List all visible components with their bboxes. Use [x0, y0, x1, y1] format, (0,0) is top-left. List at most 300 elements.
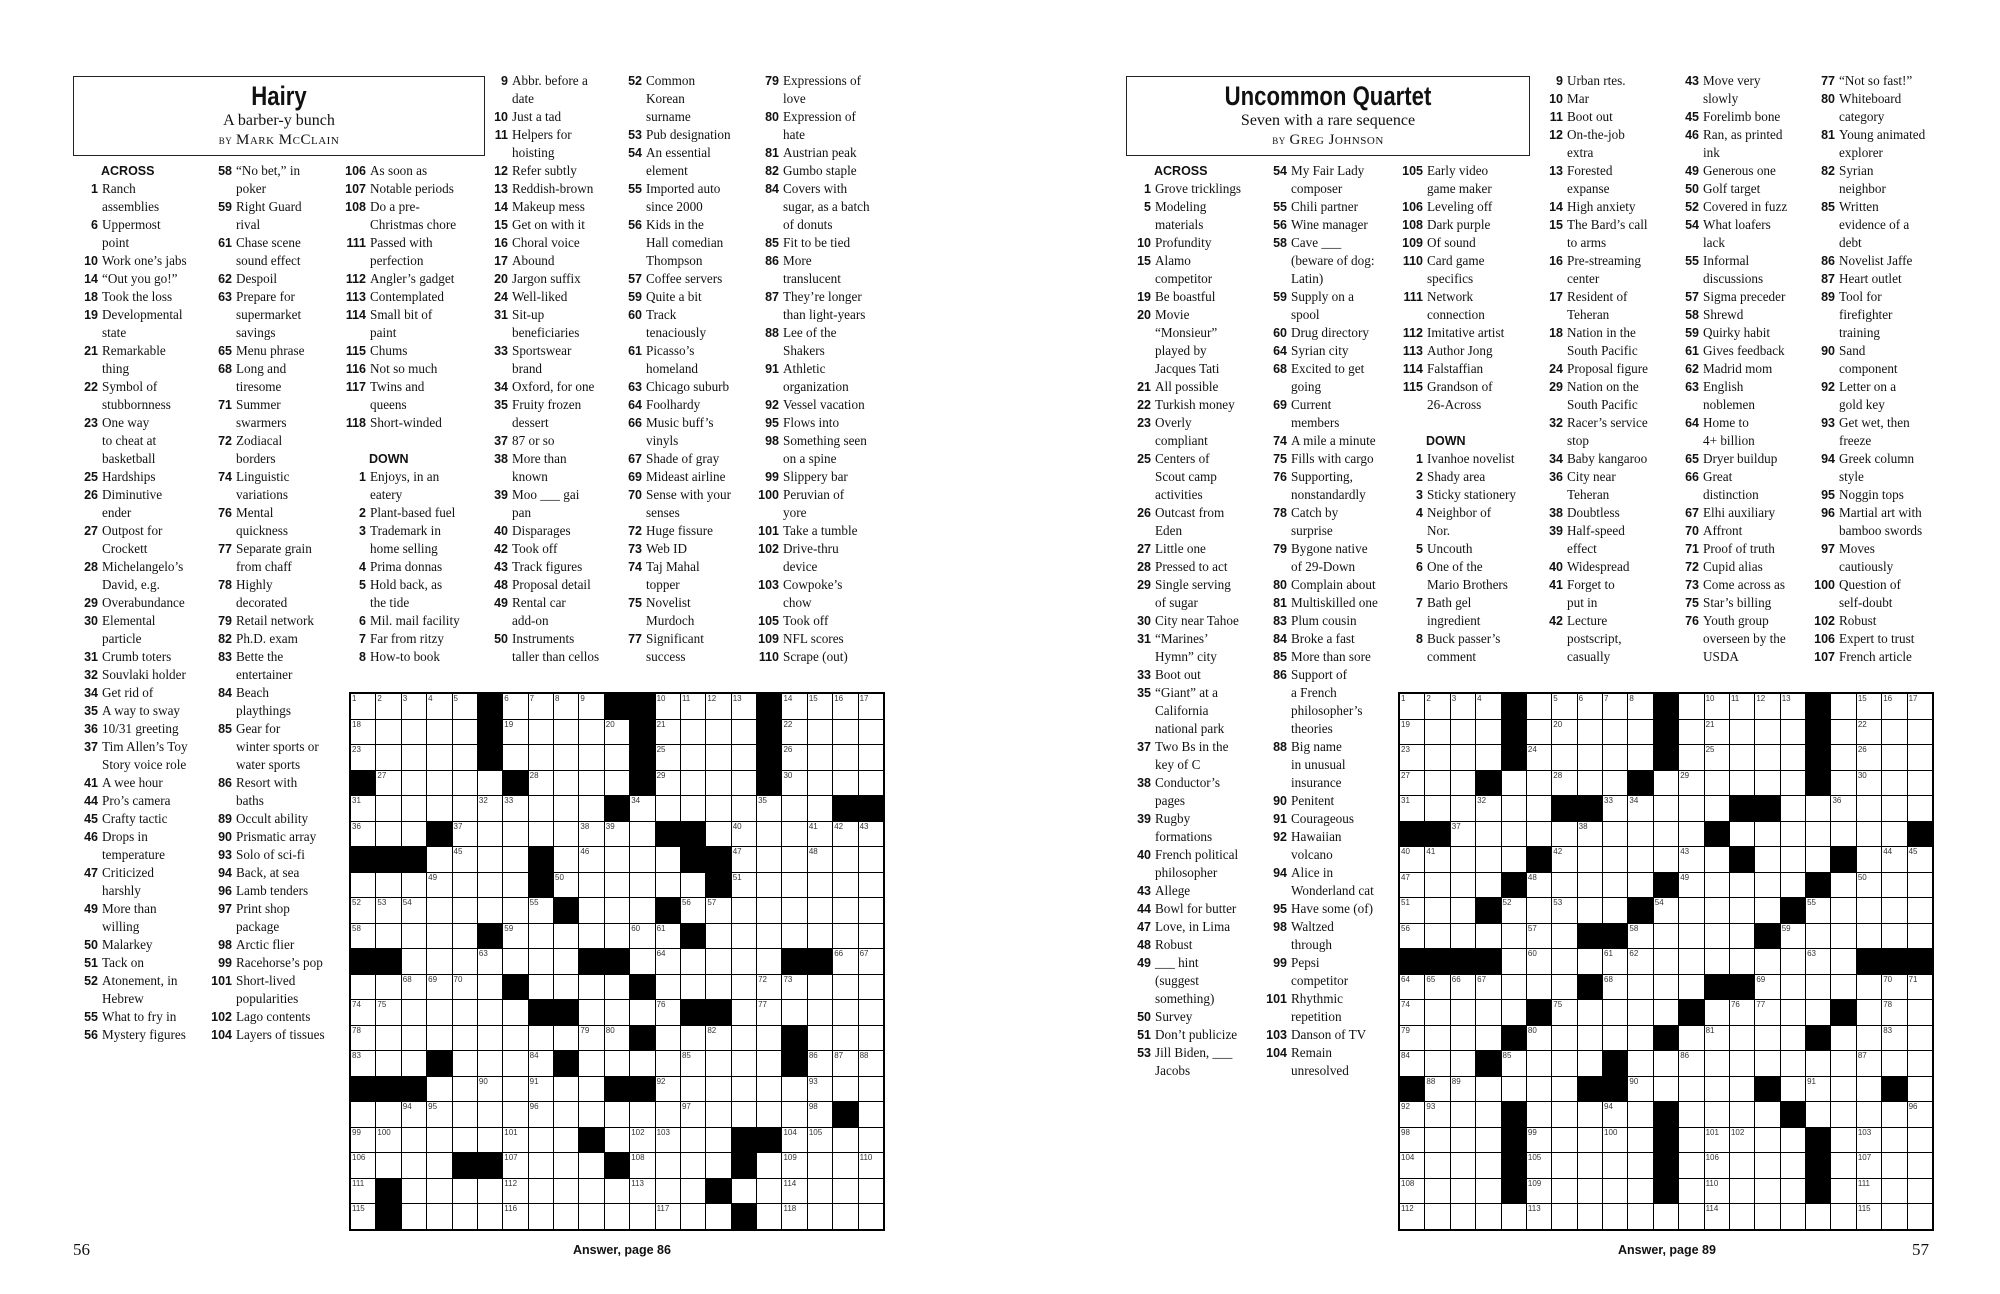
grid-square[interactable] [1781, 1153, 1805, 1178]
grid-square[interactable] [859, 1179, 883, 1204]
grid-square[interactable] [554, 745, 578, 770]
grid-square[interactable] [1908, 975, 1932, 1000]
grid-square[interactable] [859, 949, 883, 974]
grid-square[interactable] [1679, 745, 1703, 770]
grid-square[interactable] [681, 1128, 705, 1153]
grid-square[interactable] [579, 822, 603, 847]
grid-square[interactable] [529, 924, 553, 949]
grid-square[interactable] [1400, 1204, 1424, 1229]
grid-square[interactable] [1806, 1051, 1830, 1076]
grid-square[interactable] [1527, 745, 1551, 770]
grid-square[interactable] [1552, 1102, 1576, 1127]
grid-square[interactable] [1781, 771, 1805, 796]
grid-square[interactable] [1806, 898, 1830, 923]
grid-square[interactable] [1781, 822, 1805, 847]
grid-square[interactable] [706, 1077, 730, 1102]
grid-square[interactable] [732, 949, 756, 974]
grid-square[interactable] [1451, 822, 1475, 847]
grid-square[interactable] [579, 1179, 603, 1204]
grid-square[interactable] [1552, 847, 1576, 872]
grid-square[interactable] [529, 1179, 553, 1204]
grid-square[interactable] [1781, 1026, 1805, 1051]
grid-square[interactable] [1628, 720, 1652, 745]
grid-square[interactable] [554, 771, 578, 796]
grid-square[interactable] [1425, 1153, 1449, 1178]
grid-square[interactable] [503, 924, 527, 949]
grid-square[interactable] [1857, 745, 1881, 770]
grid-square[interactable] [859, 771, 883, 796]
grid-square[interactable] [1527, 1102, 1551, 1127]
grid-square[interactable] [782, 1204, 806, 1229]
grid-square[interactable] [478, 1102, 502, 1127]
grid-square[interactable] [1654, 771, 1678, 796]
grid-square[interactable] [1806, 924, 1830, 949]
grid-square[interactable] [1451, 796, 1475, 821]
grid-square[interactable] [1781, 796, 1805, 821]
grid-square[interactable] [1831, 873, 1855, 898]
grid-square[interactable] [1628, 873, 1652, 898]
grid-square[interactable] [1679, 822, 1703, 847]
grid-square[interactable] [453, 949, 477, 974]
grid-square[interactable] [351, 1204, 375, 1229]
grid-square[interactable] [706, 898, 730, 923]
grid-square[interactable] [630, 1000, 654, 1025]
grid-square[interactable] [376, 898, 400, 923]
grid-square[interactable] [579, 1026, 603, 1051]
grid-square[interactable] [1451, 873, 1475, 898]
grid-square[interactable] [757, 1051, 781, 1076]
grid-square[interactable] [681, 1153, 705, 1178]
grid-square[interactable] [1628, 1153, 1652, 1178]
grid-square[interactable] [1578, 1179, 1602, 1204]
grid-square[interactable] [1603, 1102, 1627, 1127]
grid-square[interactable] [1451, 1000, 1475, 1025]
grid-square[interactable] [1603, 745, 1627, 770]
grid-square[interactable] [1781, 1204, 1805, 1229]
grid-square[interactable] [732, 771, 756, 796]
grid-square[interactable] [579, 975, 603, 1000]
grid-square[interactable] [782, 847, 806, 872]
grid-square[interactable] [1705, 1128, 1729, 1153]
grid-square[interactable] [1857, 1102, 1881, 1127]
grid-square[interactable] [1831, 694, 1855, 719]
grid-square[interactable] [1908, 796, 1932, 821]
grid-square[interactable] [833, 822, 857, 847]
grid-square[interactable] [1882, 822, 1906, 847]
grid-square[interactable] [529, 1102, 553, 1127]
grid-square[interactable] [402, 898, 426, 923]
grid-square[interactable] [681, 720, 705, 745]
grid-square[interactable] [478, 847, 502, 872]
grid-square[interactable] [554, 1102, 578, 1127]
grid-square[interactable] [630, 1102, 654, 1127]
grid-square[interactable] [1552, 1179, 1576, 1204]
grid-square[interactable] [453, 694, 477, 719]
grid-square[interactable] [732, 796, 756, 821]
grid-square[interactable] [1502, 771, 1526, 796]
grid-square[interactable] [833, 1128, 857, 1153]
grid-square[interactable] [1451, 924, 1475, 949]
grid-square[interactable] [1654, 975, 1678, 1000]
grid-square[interactable] [706, 1153, 730, 1178]
grid-square[interactable] [529, 1051, 553, 1076]
grid-square[interactable] [1908, 720, 1932, 745]
grid-square[interactable] [859, 1077, 883, 1102]
grid-square[interactable] [782, 1000, 806, 1025]
grid-square[interactable] [427, 924, 451, 949]
grid-square[interactable] [554, 924, 578, 949]
grid-square[interactable] [808, 796, 832, 821]
grid-square[interactable] [1908, 1102, 1932, 1127]
grid-square[interactable] [529, 1077, 553, 1102]
grid-square[interactable] [402, 1204, 426, 1229]
grid-square[interactable] [833, 694, 857, 719]
grid-square[interactable] [732, 1026, 756, 1051]
grid-square[interactable] [757, 847, 781, 872]
grid-square[interactable] [1679, 1128, 1703, 1153]
grid-square[interactable] [427, 1102, 451, 1127]
grid-square[interactable] [605, 975, 629, 1000]
grid-square[interactable] [1755, 898, 1779, 923]
grid-square[interactable] [757, 1179, 781, 1204]
grid-square[interactable] [732, 873, 756, 898]
grid-square[interactable] [1476, 873, 1500, 898]
grid-square[interactable] [351, 745, 375, 770]
grid-square[interactable] [808, 745, 832, 770]
grid-square[interactable] [1679, 796, 1703, 821]
grid-square[interactable] [1831, 822, 1855, 847]
grid-square[interactable] [1451, 1179, 1475, 1204]
grid-square[interactable] [1831, 1051, 1855, 1076]
grid-square[interactable] [630, 1128, 654, 1153]
grid-square[interactable] [1908, 924, 1932, 949]
grid-square[interactable] [351, 1102, 375, 1127]
grid-square[interactable] [859, 745, 883, 770]
grid-square[interactable] [503, 822, 527, 847]
grid-square[interactable] [1705, 847, 1729, 872]
grid-square[interactable] [1425, 1026, 1449, 1051]
grid-square[interactable] [1425, 771, 1449, 796]
grid-square[interactable] [681, 949, 705, 974]
grid-square[interactable] [1730, 1000, 1754, 1025]
grid-square[interactable] [529, 720, 553, 745]
grid-square[interactable] [1527, 720, 1551, 745]
grid-square[interactable] [1476, 694, 1500, 719]
grid-square[interactable] [782, 924, 806, 949]
grid-square[interactable] [554, 694, 578, 719]
grid-square[interactable] [833, 924, 857, 949]
grid-square[interactable] [554, 1077, 578, 1102]
grid-square[interactable] [453, 1102, 477, 1127]
grid-square[interactable] [376, 822, 400, 847]
grid-square[interactable] [757, 796, 781, 821]
grid-square[interactable] [859, 1204, 883, 1229]
grid-square[interactable] [656, 924, 680, 949]
grid-square[interactable] [1730, 745, 1754, 770]
grid-square[interactable] [503, 745, 527, 770]
grid-square[interactable] [402, 1179, 426, 1204]
grid-square[interactable] [859, 822, 883, 847]
grid-square[interactable] [427, 1179, 451, 1204]
grid-square[interactable] [1578, 745, 1602, 770]
grid-square[interactable] [1578, 720, 1602, 745]
grid-square[interactable] [1882, 873, 1906, 898]
grid-square[interactable] [808, 1204, 832, 1229]
grid-square[interactable] [1755, 1051, 1779, 1076]
grid-square[interactable] [1451, 1128, 1475, 1153]
grid-square[interactable] [1908, 1153, 1932, 1178]
grid-square[interactable] [1603, 1204, 1627, 1229]
grid-square[interactable] [1451, 771, 1475, 796]
grid-square[interactable] [1831, 924, 1855, 949]
grid-square[interactable] [1755, 1102, 1779, 1127]
grid-square[interactable] [1831, 975, 1855, 1000]
grid-square[interactable] [1755, 1179, 1779, 1204]
grid-square[interactable] [1476, 1204, 1500, 1229]
grid-square[interactable] [554, 1204, 578, 1229]
grid-square[interactable] [478, 771, 502, 796]
grid-square[interactable] [1679, 949, 1703, 974]
grid-square[interactable] [503, 694, 527, 719]
grid-square[interactable] [1451, 898, 1475, 923]
grid-square[interactable] [579, 847, 603, 872]
grid-square[interactable] [1476, 1026, 1500, 1051]
grid-square[interactable] [1781, 1179, 1805, 1204]
grid-square[interactable] [351, 898, 375, 923]
grid-square[interactable] [833, 873, 857, 898]
grid-square[interactable] [732, 822, 756, 847]
grid-square[interactable] [706, 949, 730, 974]
grid-square[interactable] [1882, 694, 1906, 719]
grid-square[interactable] [453, 1179, 477, 1204]
grid-square[interactable] [1831, 1102, 1855, 1127]
grid-square[interactable] [1705, 924, 1729, 949]
grid-square[interactable] [1857, 1051, 1881, 1076]
grid-square[interactable] [757, 1077, 781, 1102]
grid-square[interactable] [1552, 694, 1576, 719]
grid-square[interactable] [656, 847, 680, 872]
grid-square[interactable] [1882, 898, 1906, 923]
grid-square[interactable] [681, 745, 705, 770]
grid-square[interactable] [351, 1179, 375, 1204]
grid-square[interactable] [1755, 949, 1779, 974]
grid-square[interactable] [1628, 1077, 1652, 1102]
grid-square[interactable] [808, 1153, 832, 1178]
grid-square[interactable] [808, 1179, 832, 1204]
grid-square[interactable] [1603, 822, 1627, 847]
grid-square[interactable] [351, 1051, 375, 1076]
grid-square[interactable] [1755, 1000, 1779, 1025]
grid-square[interactable] [1755, 822, 1779, 847]
grid-square[interactable] [1781, 873, 1805, 898]
grid-square[interactable] [1451, 1026, 1475, 1051]
grid-square[interactable] [579, 1102, 603, 1127]
grid-square[interactable] [605, 720, 629, 745]
grid-square[interactable] [427, 975, 451, 1000]
grid-square[interactable] [1705, 873, 1729, 898]
grid-square[interactable] [427, 847, 451, 872]
grid-square[interactable] [1654, 924, 1678, 949]
grid-square[interactable] [732, 720, 756, 745]
grid-square[interactable] [402, 720, 426, 745]
grid-square[interactable] [1527, 949, 1551, 974]
grid-square[interactable] [554, 847, 578, 872]
grid-square[interactable] [656, 1204, 680, 1229]
grid-square[interactable] [757, 924, 781, 949]
grid-square[interactable] [1781, 745, 1805, 770]
grid-square[interactable] [1755, 745, 1779, 770]
grid-square[interactable] [732, 975, 756, 1000]
grid-square[interactable] [1705, 745, 1729, 770]
grid-square[interactable] [1628, 1128, 1652, 1153]
grid-square[interactable] [453, 720, 477, 745]
grid-square[interactable] [503, 1077, 527, 1102]
grid-square[interactable] [1755, 873, 1779, 898]
grid-square[interactable] [1628, 745, 1652, 770]
grid-square[interactable] [732, 1102, 756, 1127]
grid-square[interactable] [1425, 720, 1449, 745]
grid-square[interactable] [579, 720, 603, 745]
grid-square[interactable] [1831, 796, 1855, 821]
grid-square[interactable] [1705, 1026, 1729, 1051]
grid-square[interactable] [1857, 1026, 1881, 1051]
grid-square[interactable] [1451, 1077, 1475, 1102]
grid-square[interactable] [1476, 1179, 1500, 1204]
grid-square[interactable] [529, 1204, 553, 1229]
grid-square[interactable] [376, 694, 400, 719]
grid-square[interactable] [1527, 1077, 1551, 1102]
grid-square[interactable] [1502, 898, 1526, 923]
grid-square[interactable] [554, 975, 578, 1000]
grid-square[interactable] [706, 924, 730, 949]
grid-square[interactable] [579, 924, 603, 949]
grid-square[interactable] [656, 720, 680, 745]
grid-square[interactable] [1730, 1051, 1754, 1076]
grid-square[interactable] [782, 1077, 806, 1102]
grid-square[interactable] [478, 1000, 502, 1025]
grid-square[interactable] [681, 1051, 705, 1076]
grid-square[interactable] [605, 1102, 629, 1127]
grid-square[interactable] [1679, 847, 1703, 872]
grid-square[interactable] [630, 924, 654, 949]
grid-square[interactable] [1654, 898, 1678, 923]
grid-square[interactable] [453, 771, 477, 796]
grid-square[interactable] [1628, 1102, 1652, 1127]
grid-square[interactable] [1755, 847, 1779, 872]
grid-square[interactable] [706, 694, 730, 719]
grid-square[interactable] [478, 1204, 502, 1229]
grid-square[interactable] [1781, 949, 1805, 974]
grid-square[interactable] [1679, 1026, 1703, 1051]
grid-square[interactable] [681, 1026, 705, 1051]
grid-square[interactable] [1730, 1153, 1754, 1178]
grid-square[interactable] [453, 1077, 477, 1102]
grid-square[interactable] [1476, 975, 1500, 1000]
grid-square[interactable] [1654, 796, 1678, 821]
grid-square[interactable] [503, 1204, 527, 1229]
grid-square[interactable] [1781, 1077, 1805, 1102]
grid-square[interactable] [605, 822, 629, 847]
grid-square[interactable] [1476, 1102, 1500, 1127]
grid-square[interactable] [1908, 1128, 1932, 1153]
grid-square[interactable] [656, 1128, 680, 1153]
grid-square[interactable] [554, 822, 578, 847]
grid-square[interactable] [1857, 847, 1881, 872]
grid-square[interactable] [782, 1128, 806, 1153]
grid-square[interactable] [1654, 822, 1678, 847]
grid-square[interactable] [706, 720, 730, 745]
grid-square[interactable] [706, 796, 730, 821]
grid-square[interactable] [656, 694, 680, 719]
grid-square[interactable] [376, 1000, 400, 1025]
grid-square[interactable] [656, 873, 680, 898]
grid-square[interactable] [453, 1128, 477, 1153]
grid-square[interactable] [529, 898, 553, 923]
grid-square[interactable] [1451, 1204, 1475, 1229]
grid-square[interactable] [1552, 873, 1576, 898]
grid-square[interactable] [1679, 720, 1703, 745]
grid-square[interactable] [1831, 720, 1855, 745]
grid-square[interactable] [1882, 1153, 1906, 1178]
grid-square[interactable] [1628, 694, 1652, 719]
grid-square[interactable] [1425, 1204, 1449, 1229]
grid-square[interactable] [1578, 949, 1602, 974]
grid-square[interactable] [529, 745, 553, 770]
grid-square[interactable] [529, 822, 553, 847]
grid-square[interactable] [503, 1102, 527, 1127]
grid-square[interactable] [351, 796, 375, 821]
grid-square[interactable] [1400, 694, 1424, 719]
grid-square[interactable] [706, 745, 730, 770]
grid-square[interactable] [1628, 1051, 1652, 1076]
grid-square[interactable] [1578, 1051, 1602, 1076]
grid-square[interactable] [1400, 1102, 1424, 1127]
grid-square[interactable] [1831, 898, 1855, 923]
grid-square[interactable] [427, 1128, 451, 1153]
grid-square[interactable] [605, 745, 629, 770]
grid-square[interactable] [1831, 949, 1855, 974]
grid-square[interactable] [376, 1102, 400, 1127]
grid-square[interactable] [1552, 949, 1576, 974]
grid-square[interactable] [554, 873, 578, 898]
grid-square[interactable] [1400, 796, 1424, 821]
grid-square[interactable] [1603, 1179, 1627, 1204]
grid-square[interactable] [427, 1000, 451, 1025]
grid-square[interactable] [808, 1000, 832, 1025]
grid-square[interactable] [1679, 1102, 1703, 1127]
grid-square[interactable] [1882, 924, 1906, 949]
grid-square[interactable] [782, 975, 806, 1000]
grid-square[interactable] [1552, 1051, 1576, 1076]
grid-square[interactable] [656, 745, 680, 770]
grid-square[interactable] [833, 975, 857, 1000]
grid-square[interactable] [376, 924, 400, 949]
grid-square[interactable] [681, 898, 705, 923]
grid-square[interactable] [1908, 745, 1932, 770]
grid-square[interactable] [808, 847, 832, 872]
grid-square[interactable] [1502, 1051, 1526, 1076]
grid-square[interactable] [757, 975, 781, 1000]
grid-square[interactable] [1882, 796, 1906, 821]
grid-square[interactable] [1654, 847, 1678, 872]
grid-square[interactable] [706, 1204, 730, 1229]
grid-square[interactable] [1831, 1128, 1855, 1153]
grid-square[interactable] [1603, 1026, 1627, 1051]
grid-square[interactable] [579, 1204, 603, 1229]
grid-square[interactable] [1781, 975, 1805, 1000]
grid-square[interactable] [757, 949, 781, 974]
grid-square[interactable] [1755, 720, 1779, 745]
